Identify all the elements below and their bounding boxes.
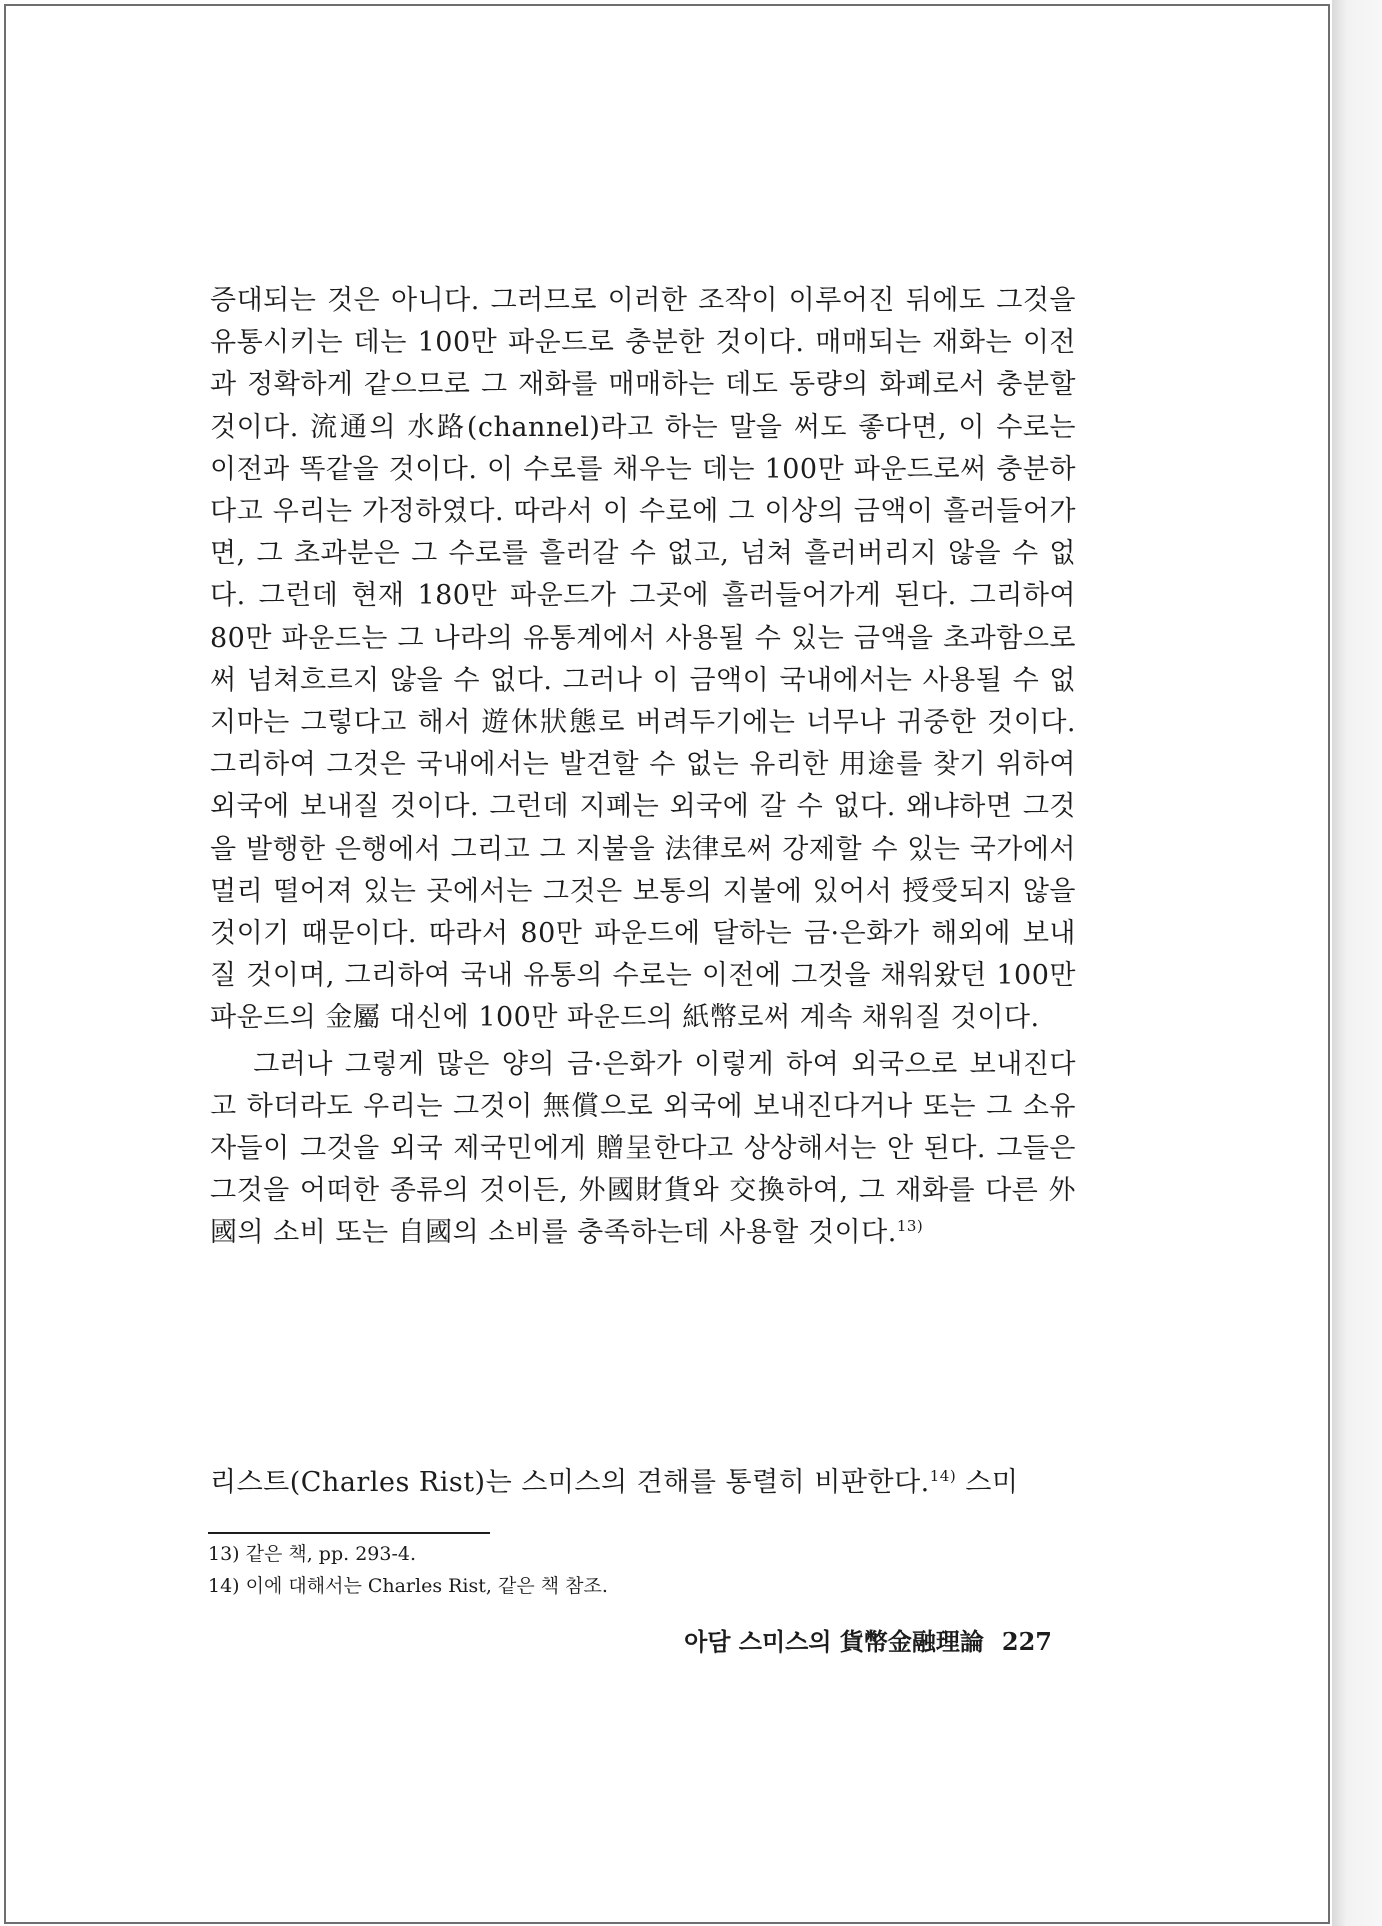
- footer-title: 아담 스미스의 貨幣金融理論: [684, 1627, 984, 1656]
- quote-paragraph-2-text: 그러나 그렇게 많은 양의 금·은화가 이렇게 하여 외국으로 보내진다고 하더라도 우리는 그것이 無償으로 외국에 보내진다거나 또는 그 소유자들이 그것을 외국 제국민에게 贈呈한다고 상상해서는 안 된다. 그들은 그것을 어떠한 종류의 것이든, 外國財貨와 交換하여, 그 재화를 다른 外國의 소비 또는 自國의 소비를 충족하는데 사용할 것이다.: [210, 1048, 1076, 1249]
- body-paragraph: [210, 1462, 1076, 1504]
- quote-paragraph-1: 증대되는 것은 아니다. 그러므로 이러한 조작이 이루어진 뒤에도 그것을 유통시키는 데는 100만 파운드로 충분한 것이다. 매매되는 재화는 이전과 정확하게 같으므로 그 재화를 매매하는 데도 동량의 화폐로서 충분할 것이다. 流通의 水路(channel)라고 하는 말을 써도 좋다면, 이 수로는 이전과 똑같을 것이다. 이 수로를 채우는 데는 100만 파운드로써 충분하다고 우리는 가정하였다. 따라서 이 수로에 그 이상의 금액이 흘러들어가면, 그 초과분은 그 수로를 흘러갈 수 없고, 넘쳐 흘러버리지 않을 수 없다. 그런데 현재 180만 파운드가 그곳에 흘러들어가게 된다. 그리하여 80만 파운드는 그 나라의 유통계에서 사용될 수 있는 금액을 초과함으로써 넘쳐흐르지 않을 수 없다. 그러나 이 금액이 국내에서는 사용될 수 없지마는 그렇다고 해서 遊休狀態로 버려두기에는 너무나 귀중한 것이다. 그리하여 그것은 국내에서는 발견할 수 없는 유리한 用途를 찾기 위하여 외국에 보내질 것이다. 그런데 지폐는 외국에 갈 수 없다. 왜냐하면 그것을 발행한 은행에서 그리고 그 지불을 法律로써 강제할 수 있는 국가에서 멀리 떨어져 있는 곳에서는 그것은 보통의 지불에 있어서 授受되지 않을 것이기 때문이다. 따라서 80만 파운드에 달하는 금·은화가 해외에 보내질 것이며, 그리하여 국내 유통의 수로는 이전에 그것을 채워왔던 100만 파운드의 金屬 대신에 100만 파운드의 紙幣로써 계속 채워질 것이다.: [210, 285, 1076, 1034]
- footnote-divider: [208, 1532, 490, 1534]
- viewer-scroll-margin: [1332, 0, 1382, 1926]
- page-number: 227: [1001, 1627, 1052, 1656]
- quoted-passage: [210, 280, 1076, 1255]
- quote-paragraph-2: [210, 1044, 1076, 1255]
- running-footer: [684, 1622, 1052, 1657]
- footnote-13: 13) 같은 책, pp. 293-4.: [208, 1543, 417, 1565]
- body-text-before: 리스트(Charles Rist)는 스미스의 견해를 통렬히 비판한다.: [210, 1467, 930, 1498]
- footnote-14: 14) 이에 대해서는 Charles Rist, 같은 책 참조.: [208, 1575, 608, 1597]
- footnote-ref-13: 13): [896, 1217, 924, 1236]
- body-text-after: 스미: [956, 1467, 1019, 1498]
- footnote-ref-14: 14): [929, 1467, 957, 1485]
- footnotes: [208, 1538, 608, 1602]
